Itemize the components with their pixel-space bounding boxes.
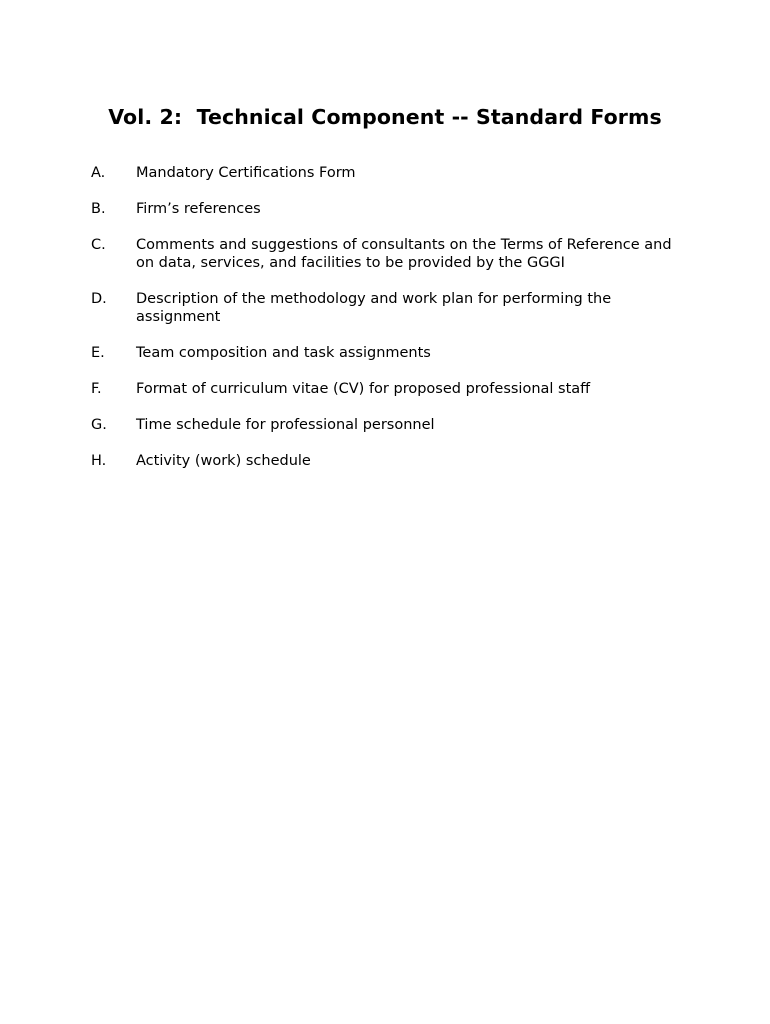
item-letter: G.: [91, 417, 107, 433]
forms-list: [91, 164, 691, 488]
item-letter: C.: [91, 237, 106, 253]
item-text: Mandatory Certifications Form: [136, 165, 356, 181]
list-item: [91, 164, 691, 182]
item-text: Time schedule for professional personnel: [136, 417, 435, 433]
item-letter: E.: [91, 345, 105, 361]
list-item: [91, 290, 691, 326]
item-text: Comments and suggestions of consultants on the Terms of Reference and on data, services, and facilities to be provided by the GGGI: [136, 237, 672, 271]
list-item: [91, 344, 691, 362]
item-text: Format of curriculum vitae (CV) for proposed professional staff: [136, 381, 591, 397]
item-text: Team composition and task assignments: [136, 345, 431, 361]
list-item: [91, 452, 691, 470]
list-item: [91, 416, 691, 434]
page-title: Vol. 2: Technical Component -- Standard Forms: [108, 105, 662, 129]
list-item: [91, 236, 691, 272]
item-letter: A.: [91, 165, 106, 181]
item-text: Description of the methodology and work plan for performing the assignment: [136, 291, 612, 325]
item-letter: D.: [91, 291, 107, 307]
list-item: [91, 200, 691, 218]
item-letter: B.: [91, 201, 106, 217]
item-text: Firm’s references: [136, 201, 261, 217]
item-text: Activity (work) schedule: [136, 453, 311, 469]
item-letter: F.: [91, 381, 102, 397]
item-letter: H.: [91, 453, 107, 469]
list-item: [91, 380, 691, 398]
